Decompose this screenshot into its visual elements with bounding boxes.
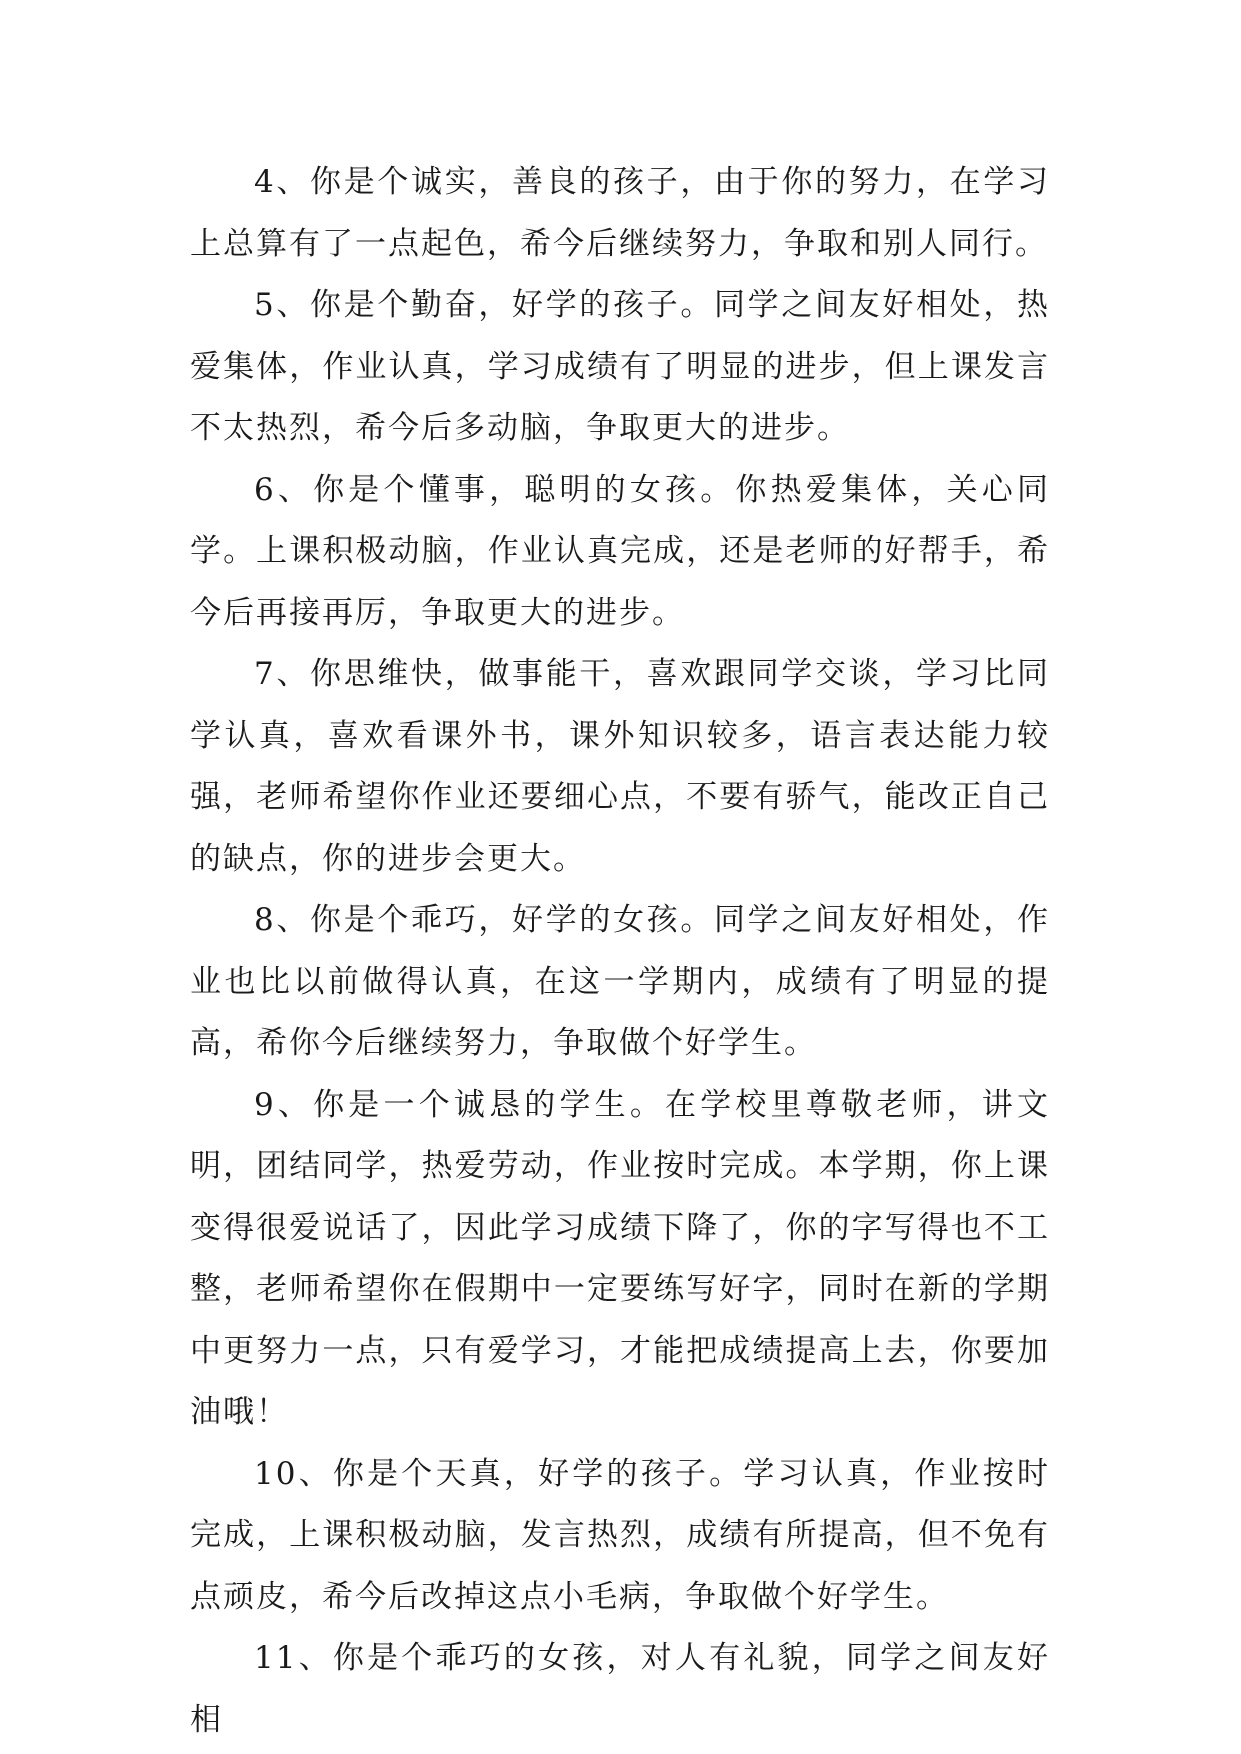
comment-paragraph-10: 10、你是个天真，好学的孩子。学习认真，作业按时完成，上课积极动脑，发言热烈，成绩有所提高，但不免有点顽皮，希今后改掉这点小毛病，争取做个好学生。 bbox=[190, 1455, 1050, 1615]
comment-paragraph-6: 6、你是个懂事，聪明的女孩。你热爱集体，关心同学。上课积极动脑，作业认真完成，还是老师的好帮手，希今后再接再厉，争取更大的进步。 bbox=[190, 471, 1050, 631]
comment-paragraph-5: 5、你是个勤奋，好学的孩子。同学之间友好相处，热爱集体，作业认真，学习成绩有了明显的进步，但上课发言不太热烈，希今后多动脑，争取更大的进步。 bbox=[190, 287, 1050, 446]
comment-paragraph-4: 4、你是个诚实，善良的孩子，由于你的努力，在学习上总算有了一点起色，希今后继续努力，争取和别人同行。 bbox=[190, 164, 1050, 262]
comment-paragraph-11: 11、你是个乖巧的女孩，对人有礼貌，同学之间友好相 bbox=[190, 1640, 1050, 1738]
comment-paragraph-9: 9、你是一个诚恳的学生。在学校里尊敬老师，讲文明，团结同学，热爱劳动，作业按时完成。本学期，你上课变得很爱说话了，因此学习成绩下降了，你的字写得也不工整，老师希望你在假期中一定要练写好字，同时在新的学期中更努力一点，只有爱学习，才能把成绩提高上去，你要加油哦！ bbox=[190, 1086, 1050, 1430]
comment-paragraph-8: 8、你是个乖巧，好学的女孩。同学之间友好相处，作业也比以前做得认真，在这一学期内，成绩有了明显的提高，希你今后继续努力，争取做个好学生。 bbox=[190, 902, 1050, 1061]
comment-paragraph-7: 7、你思维快，做事能干，喜欢跟同学交谈，学习比同学认真，喜欢看课外书，课外知识较多，语言表达能力较强，老师希望你作业还要细心点，不要有骄气，能改正自己的缺点，你的进步会更大。 bbox=[190, 656, 1050, 877]
document-page bbox=[190, 152, 1050, 1751]
